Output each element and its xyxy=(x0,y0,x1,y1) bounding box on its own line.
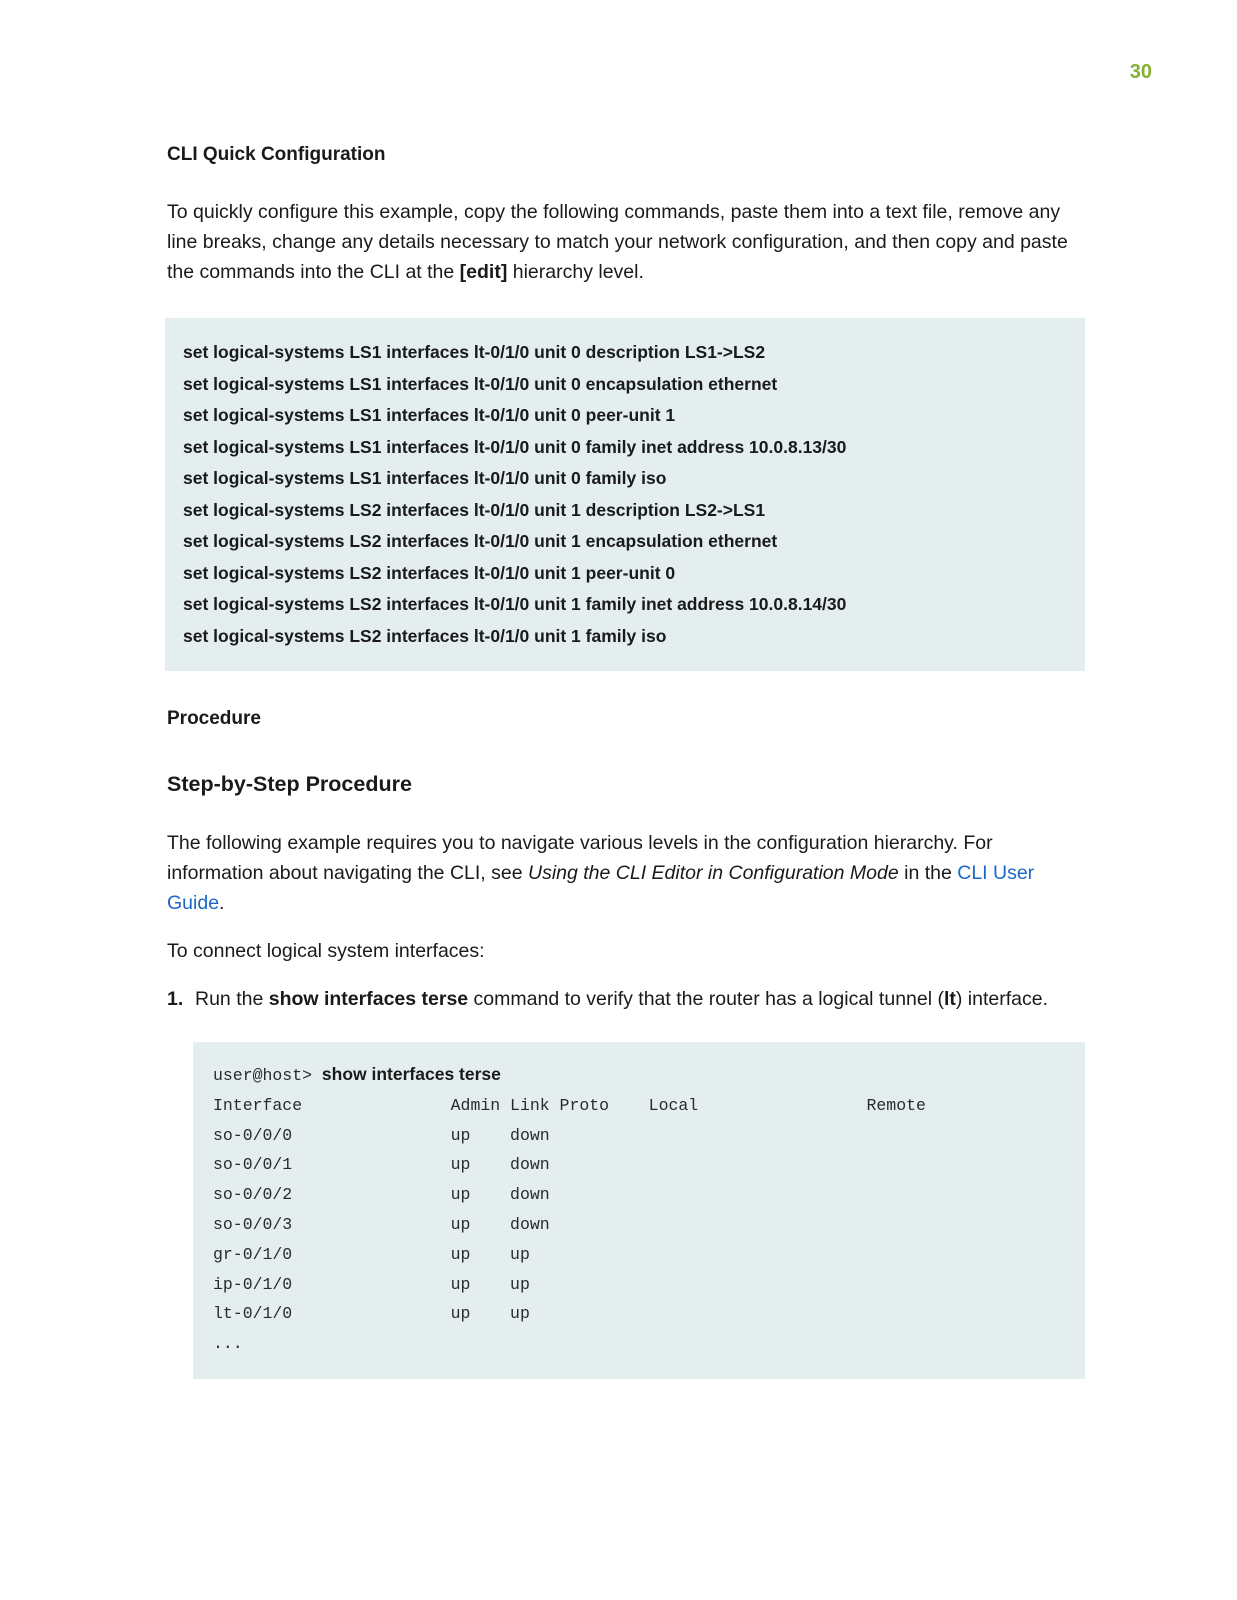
code-line: set logical-systems LS1 interfaces lt-0/1/0 unit 0 description LS1->LS2 xyxy=(183,342,766,362)
terminal-row: lt-0/1/0 up up xyxy=(213,1304,530,1324)
step-number: 1. xyxy=(167,988,184,1010)
terminal-row: ip-0/1/0 up up xyxy=(213,1274,530,1294)
terminal-row: gr-0/1/0 up up xyxy=(213,1244,530,1264)
code-line: set logical-systems LS1 interfaces lt-0/1/0 unit 0 encapsulation ethernet xyxy=(183,373,778,394)
code-line: set logical-systems LS2 interfaces lt-0/1/0 unit 1 family iso xyxy=(183,625,667,646)
section-title-quick-config: CLI Quick Configuration xyxy=(167,144,386,165)
section-title-procedure: Procedure xyxy=(167,708,261,729)
connect-paragraph: To connect logical system interfaces: xyxy=(167,940,485,962)
prompt: user@host> xyxy=(213,1066,322,1085)
terminal-output-block[interactable] xyxy=(193,1042,1085,1379)
step-by-step-heading: Step-by-Step Procedure xyxy=(167,772,412,796)
prompt-command: show interfaces terse xyxy=(321,1064,501,1084)
cli-user-guide-link[interactable]: CLI User Guide xyxy=(167,862,1035,914)
terminal-row: so-0/0/2 up down xyxy=(213,1185,550,1205)
code-line: set logical-systems LS2 interfaces lt-0/1/0 unit 1 encapsulation ethernet xyxy=(183,531,778,551)
code-line: set logical-systems LS2 interfaces lt-0/1/0 unit 1 family inet address 10.0.8.14/30 xyxy=(183,594,847,614)
page-content xyxy=(167,140,1085,1379)
terminal-row: ... xyxy=(213,1334,243,1354)
code-line: set logical-systems LS2 interfaces lt-0/1/0 unit 1 description LS2->LS1 xyxy=(183,499,766,520)
command-name: show interfaces terse xyxy=(268,988,469,1010)
terminal-row: so-0/0/3 up down xyxy=(213,1214,550,1234)
terminal-row: so-0/0/0 up down xyxy=(213,1125,550,1145)
terminal-row: so-0/0/1 up down xyxy=(213,1155,550,1175)
intro-paragraph: To quickly configure this example, copy the following commands, paste them into a text file, remove any line breaks, change any details necessary to match your network configuration, and then copy and paste the commands into the CLI at the [edit] hierarchy level. xyxy=(167,201,1068,283)
terminal-header: Interface Admin Link Proto Local Remote xyxy=(213,1095,926,1115)
cli-editor-reference: Using the CLI Editor in Configuration Mode xyxy=(527,862,899,884)
code-line: set logical-systems LS1 interfaces lt-0/1/0 unit 0 family iso xyxy=(183,468,667,488)
page-number: 30 xyxy=(1129,61,1152,83)
code-line: set logical-systems LS2 interfaces lt-0/1/0 unit 1 peer-unit 0 xyxy=(183,562,676,583)
config-code-block[interactable] xyxy=(165,318,1085,671)
terminal-prompt-line xyxy=(213,1060,1065,1091)
navigation-paragraph: The following example requires you to navigate various levels in the configuration hierarchy. For information about navigating the CLI, see Using the CLI Editor in Configuration Mode in the CLI User Guide. xyxy=(167,832,1035,914)
code-line: set logical-systems LS1 interfaces lt-0/1/0 unit 0 family inet address 10.0.8.13/30 xyxy=(183,436,847,457)
step-1: 1. Run the show interfaces terse command to verify that the router has a logical tunnel (lt) interface. xyxy=(167,984,1085,1014)
edit-keyword: [edit] xyxy=(459,261,508,283)
code-line: set logical-systems LS1 interfaces lt-0/1/0 unit 0 peer-unit 1 xyxy=(183,405,676,425)
